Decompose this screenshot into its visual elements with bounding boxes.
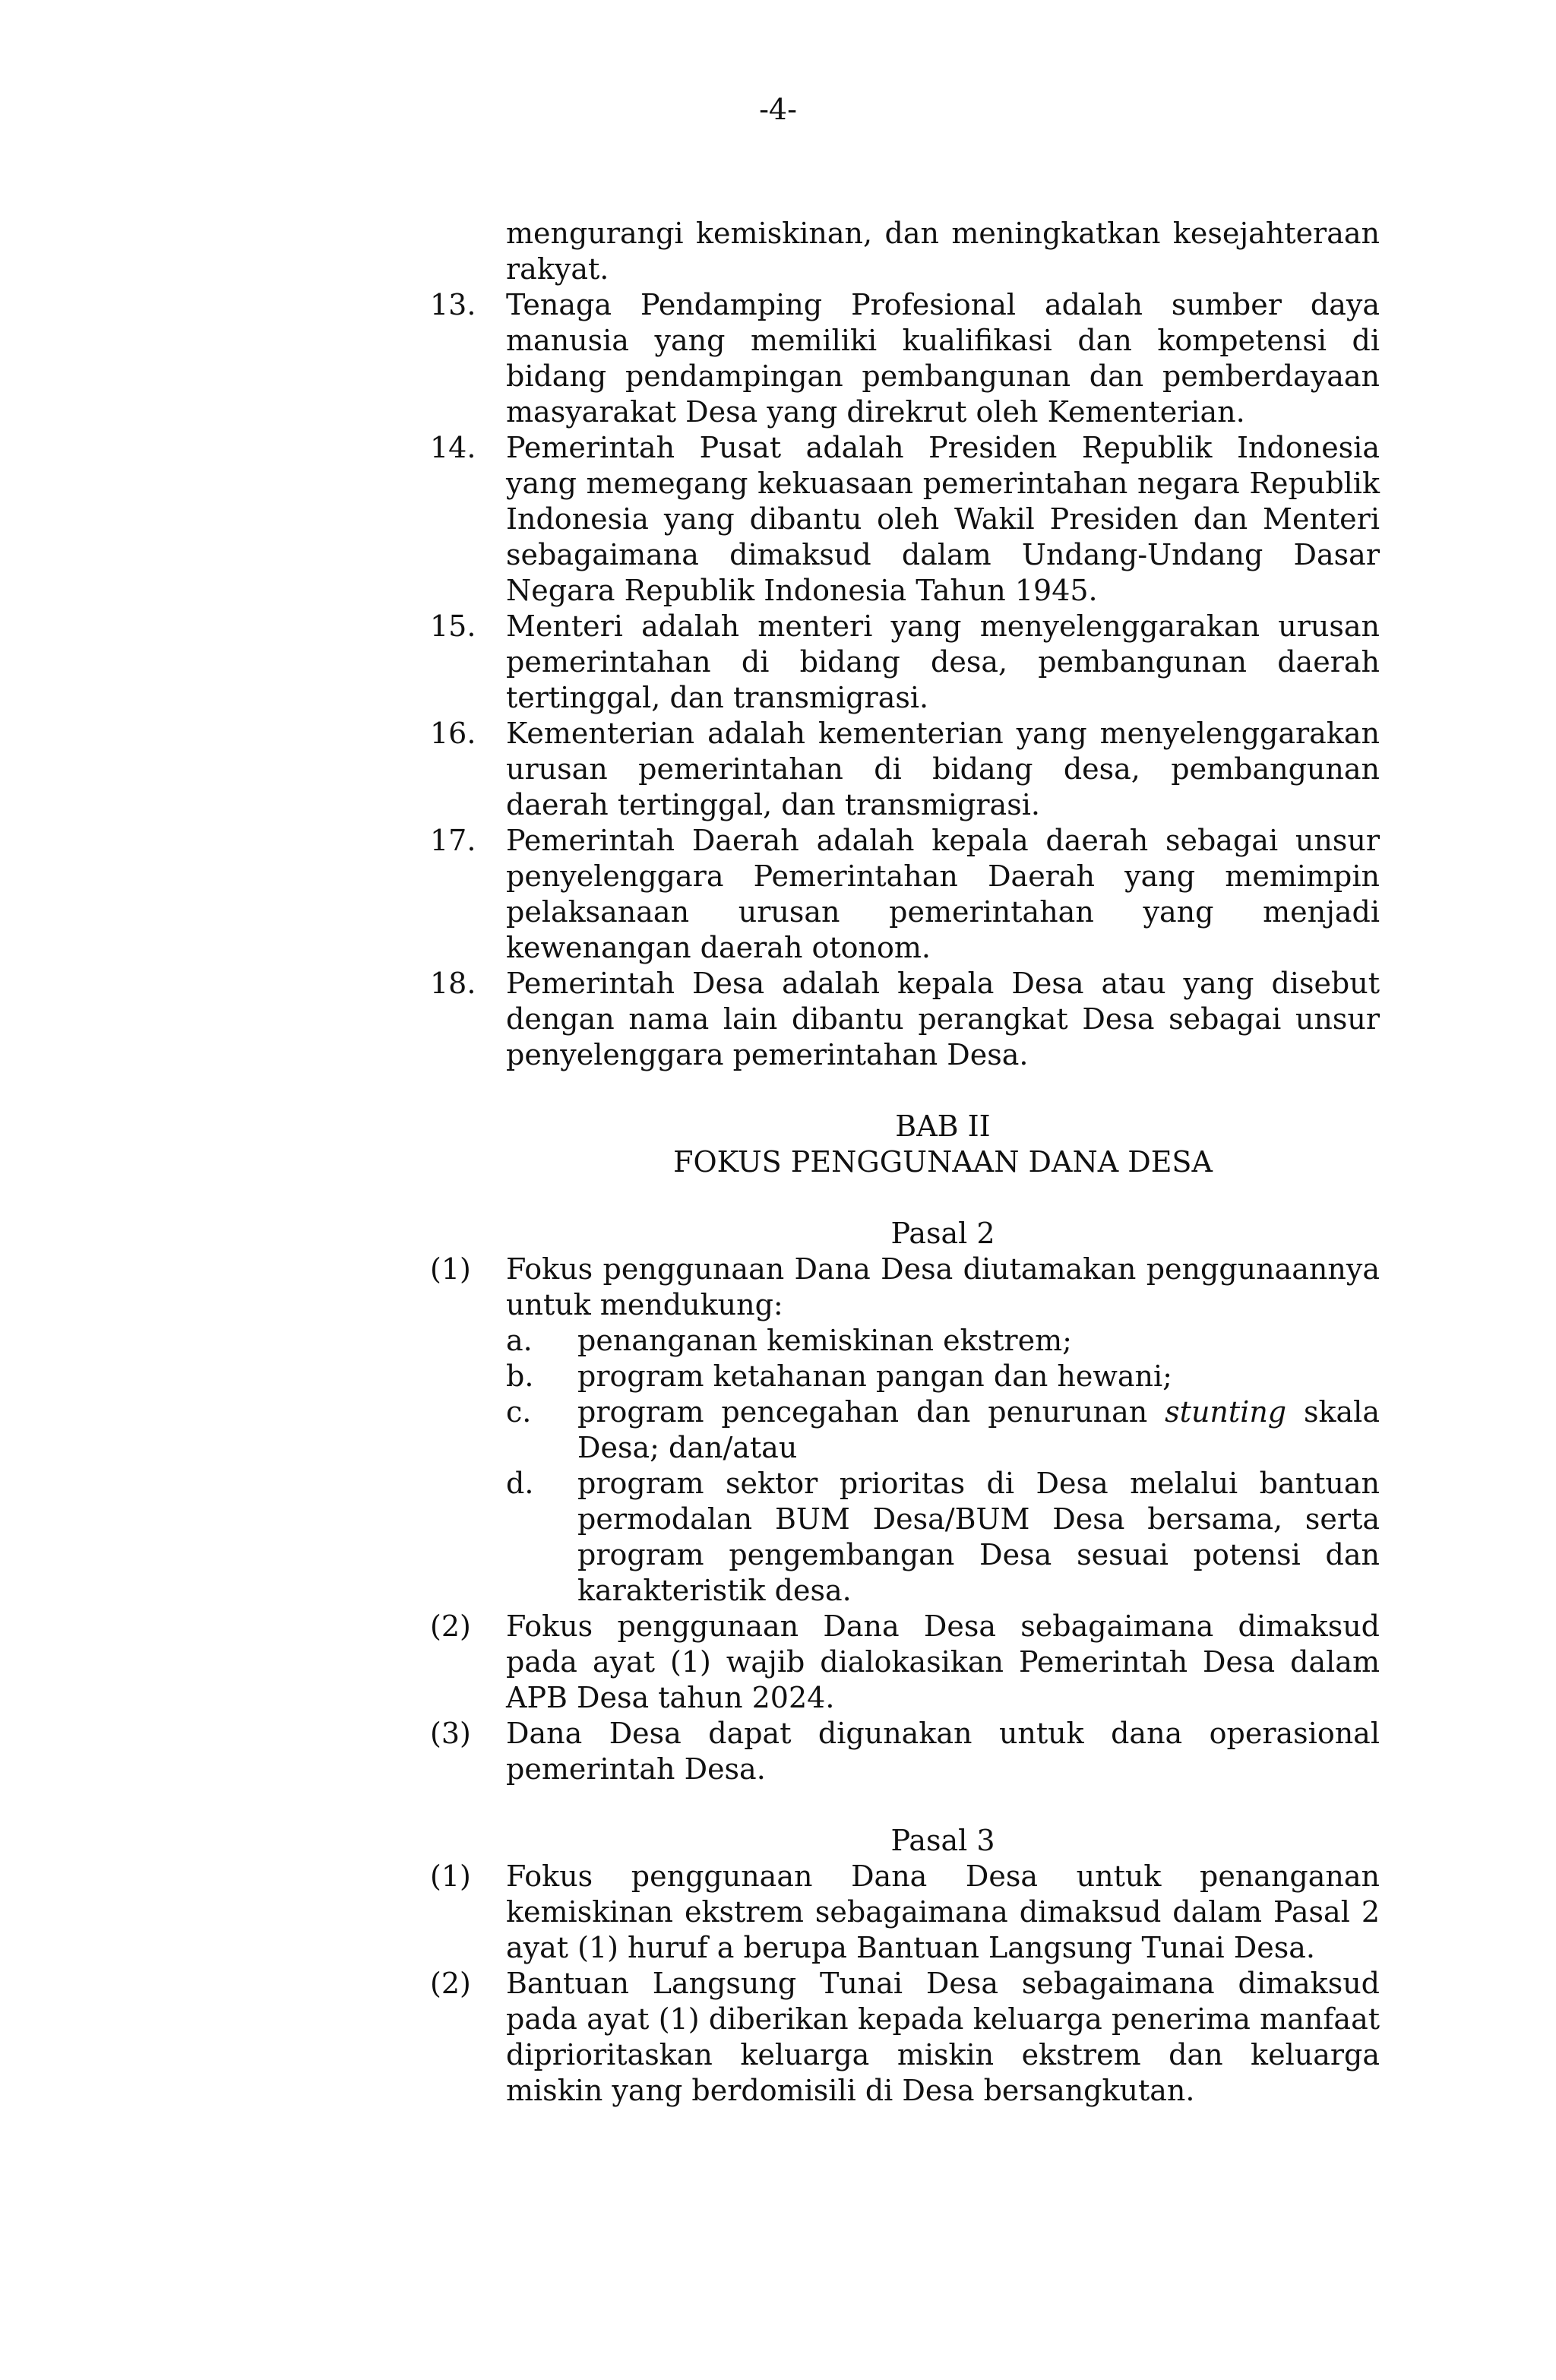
definition-text: Tenaga Pendamping Profesional adalah sumber daya manusia yang memiliki kualifikasi dan kompetensi di bidang pendampingan pembangunan dan pemberdayaan masyarakat Desa yang direkrut oleh Kementerian.: [506, 288, 1380, 429]
definition-item: [430, 823, 1380, 966]
definition-number: 18.: [430, 967, 476, 1000]
definition-number: 14.: [430, 431, 476, 464]
ayat-number: (1): [430, 1859, 471, 1893]
definition-number: 13.: [430, 288, 476, 321]
letter-text: penanganan kemiskinan ekstrem;: [577, 1324, 1072, 1357]
letter-item: [506, 1466, 1380, 1609]
definition-text: Pemerintah Desa adalah kepala Desa atau yang disebut dengan nama lain dibantu perangkat Desa sebagai unsur penyelenggara pemerintahan Desa.: [506, 967, 1380, 1071]
letter-text-before: program pencegahan dan penurunan: [577, 1395, 1165, 1429]
ayat-number: (1): [430, 1252, 471, 1286]
definition-number: 16.: [430, 717, 476, 750]
letter-item: [506, 1394, 1380, 1466]
definition-number: 15.: [430, 609, 476, 643]
pasal-2-ayat-2: [430, 1609, 1380, 1716]
letter-label: b.: [506, 1359, 534, 1393]
pasal-3-ayat-1: [430, 1859, 1380, 1966]
letter-item: [506, 1323, 1380, 1359]
definition-item: [430, 609, 1380, 716]
letter-label: c.: [506, 1395, 532, 1429]
chapter-heading: [430, 1109, 1380, 1180]
ayat-text: Dana Desa dapat digunakan untuk dana operasional pemerintah Desa.: [506, 1717, 1380, 1786]
definition-text: Menteri adalah menteri yang menyelenggarakan urusan pemerintahan di bidang desa, pembangunan daerah tertinggal, dan transmigrasi.: [506, 609, 1380, 714]
ayat-text: Fokus penggunaan Dana Desa sebagaimana dimaksud pada ayat (1) wajib dialokasikan Pemerintah Desa dalam APB Desa tahun 2024.: [506, 1609, 1380, 1714]
letter-label: d.: [506, 1467, 534, 1500]
letter-text: program ketahanan pangan dan hewani;: [577, 1359, 1172, 1393]
definition-text: Kementerian adalah kementerian yang menyelenggarakan urusan pemerintahan di bidang desa, pembangunan daerah tertinggal, dan transmigrasi.: [506, 717, 1380, 821]
letter-text: [577, 1394, 1380, 1466]
definition-number: 17.: [430, 824, 476, 857]
pasal-3-title: Pasal 3: [890, 1824, 995, 1857]
chapter-number: BAB II: [895, 1109, 991, 1143]
letter-text: program sektor prioritas di Desa melalui bantuan permodalan BUM Desa/BUM Desa bersama, serta program pengembangan Desa sesuai potensi dan karakteristik desa.: [577, 1467, 1380, 1607]
letter-label: a.: [506, 1324, 533, 1357]
letter-text-italic: stunting: [1165, 1395, 1287, 1429]
definition-item: [430, 430, 1380, 609]
definition-continuation: mengurangi kemiskinan, dan meningkatkan kesejahteraan rakyat.: [506, 217, 1380, 286]
ayat-number: (2): [430, 1609, 471, 1643]
document-body: [430, 216, 1380, 2109]
definition-text: Pemerintah Daerah adalah kepala daerah sebagai unsur penyelenggara Pemerintahan Daerah yang memimpin pelaksanaan urusan pemerintahan yang menjadi kewenangan daerah otonom.: [506, 824, 1380, 964]
ayat-number: (3): [430, 1717, 471, 1750]
definition-item: [430, 287, 1380, 430]
page-number: -4-: [759, 93, 797, 126]
definition-text: Pemerintah Pusat adalah Presiden Republik Indonesia yang memegang kekuasaan pemerintahan negara Republik Indonesia yang dibantu oleh Wakil Presiden dan Menteri sebagaimana dimaksud dalam Undang-Undang Dasar Negara Republik Indonesia Tahun 1945.: [506, 431, 1380, 607]
ayat-letter-list: [506, 1323, 1380, 1609]
pasal-2-ayat-3: [430, 1716, 1380, 1787]
pasal-2-title: Pasal 2: [890, 1217, 995, 1250]
letter-item: [506, 1359, 1380, 1394]
chapter-title: FOKUS PENGGUNAAN DANA DESA: [673, 1145, 1213, 1179]
pasal-3-ayat-2: [430, 1966, 1380, 2109]
ayat-text: Fokus penggunaan Dana Desa untuk penanganan kemiskinan ekstrem sebagaimana dimaksud dalam Pasal 2 ayat (1) huruf a berupa Bantuan Langsung Tunai Desa.: [506, 1859, 1380, 1964]
letter-text-after: skala Desa; dan/atau: [577, 1395, 1380, 1464]
ayat-text: Fokus penggunaan Dana Desa diutamakan penggunaannya untuk mendukung:: [506, 1252, 1380, 1321]
ayat-number: (2): [430, 1967, 471, 2000]
pasal-2-ayat-1: [430, 1252, 1380, 1609]
definition-item: [430, 966, 1380, 1073]
ayat-text: Bantuan Langsung Tunai Desa sebagaimana dimaksud pada ayat (1) diberikan kepada keluarga penerima manfaat diprioritaskan keluarga miskin ekstrem dan keluarga miskin yang berdomisili di Desa bersangkutan.: [506, 1967, 1380, 2107]
definition-item: [430, 716, 1380, 823]
